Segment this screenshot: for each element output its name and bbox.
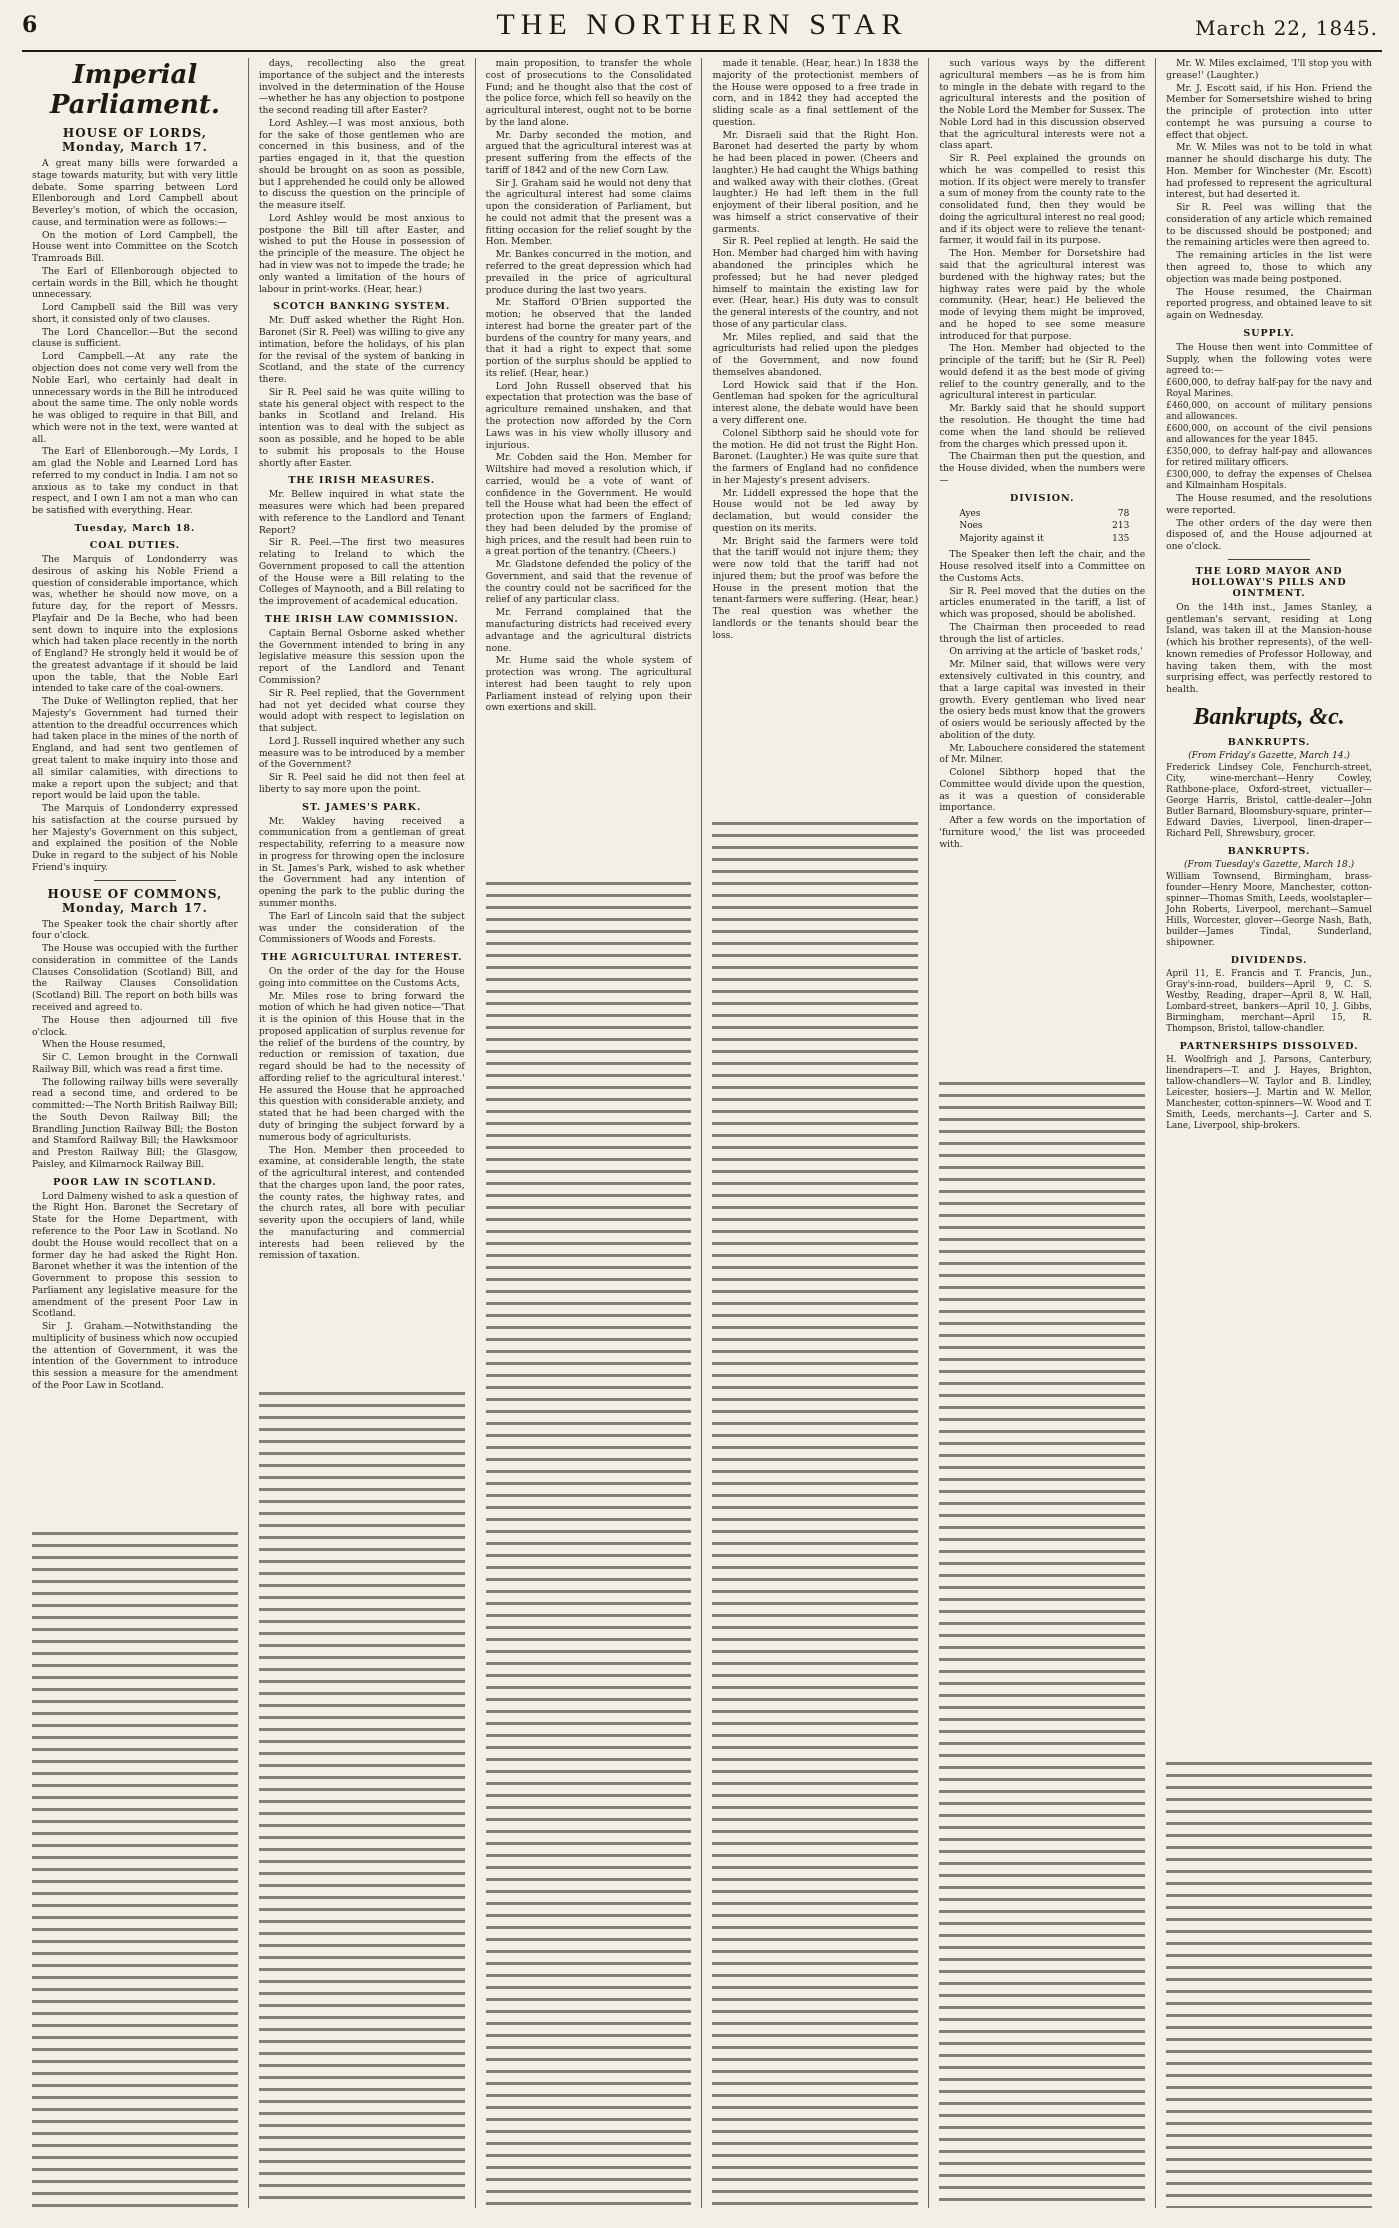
ayes-row: [959, 508, 1129, 521]
article-paragraph: Mr. Liddell expressed the hope that the House would not be led away by declamation, but would consider the question on its merits.: [712, 487, 919, 534]
house-of-commons-heading: HOUSE OF COMMONS, Monday, March 17.: [47, 886, 223, 915]
article-paragraph: The other orders of the day were then disposed of, and the House adjourned at one o'clock.: [1166, 517, 1372, 553]
article-paragraph: Sir R. Peel explained the grounds on which he was compelled to resist this motion. If its object were merely to transfer a sum of money from the county rate to the consolidated fund, then they would be doing the agricultural interest no real good; and if its object were to relieve the tenant-farmer, it would fail in its purpose.: [939, 153, 1146, 247]
bankrupts-heading: BANKRUPTS.: [1227, 736, 1311, 748]
ayes-count: 78: [1117, 508, 1130, 519]
article-paragraph: Mr. Duff asked whether the Right Hon. Baronet (Sir R. Peel) was willing to give any intimation, before the holidays, of his plan for the revisal of the system of banking in Scotland, and the state of the currency there.: [258, 315, 465, 386]
article-paragraph: Colonel Sibthorp hoped that the Committee would divide upon the question, as it was a question of considerable importance.: [939, 767, 1146, 814]
newspaper-title: THE NORTHERN STAR: [496, 8, 908, 41]
supply-vote: £460,000, on account of military pensions and allowances.: [1166, 401, 1372, 423]
article-paragraph: Sir R. Peel moved that the duties on the articles enumerated in the tariff, a list of which was proposed, should be abolished.: [939, 585, 1146, 621]
article-paragraph: Mr. Cobden said the Hon. Member for Wiltshire had moved a resolution which, if carried, would be a vote of want of confidence in the Government. He would tell the House what had been the effect of protection upon the farmers of England; they had been deluded by the promise of high prices, and the result had been ruin to a great portion of the tenantry. (Cheers.): [485, 452, 692, 558]
section-title: Imperial Parliament.: [49, 60, 220, 120]
column-2: [249, 58, 476, 2208]
article-paragraph: Captain Bernal Osborne asked whether the Government intended to bring in any legislative measure this session upon the report of the Landlord and Tenant Commission?: [258, 627, 465, 686]
article-paragraph: days, recollecting also the great importance of the subject and the interests involved in the determination of the House—whether he has any objection to postpone the second reading till after Easter?: [258, 58, 465, 117]
article-paragraph: such various ways by the different agricultural members —as he is from him to mingle in the debate with regard to the agricultural interests and the position of the Noble Lord the Member for Sussex. The Noble Lord had in this discussion observed that the agricultural interests were not a class apart.: [939, 58, 1146, 152]
article-paragraph: Sir J. Graham said he would not deny that the agricultural interest had some claims upon the consideration of Parliament, but he could not admit that the present was a fitting occasion for the relief sought by the Hon. Member.: [485, 177, 692, 248]
article-paragraph: The Marquis of Londonderry was desirous of asking his Noble Friend a question of considerable importance, which was, whether he should now move, on a future day, for the report of Messrs. Playfair and De la Beche, who had been sent down to inquire into the explosions which had taken place recently in the north of England? He strongly held it would be of the greatest advantage if it should be laid upon the table, that the Noble Earl intended to take care of the coal-owners.: [32, 553, 238, 695]
majority-row: [959, 533, 1129, 546]
illegible-text-block: [712, 818, 918, 2208]
agricultural-heading: THE AGRICULTURAL INTEREST.: [261, 952, 463, 964]
article-paragraph: Sir J. Graham.—Notwithstanding the multiplicity of business which now occupied the attention of Government, it was the intention of the Government to introduce this session a measure for the amendment of the Poor Law in Scotland.: [32, 1321, 238, 1391]
article-paragraph: The Earl of Ellenborough objected to certain words in the Bill, which he thought unnecessary.: [32, 265, 238, 301]
article-paragraph: The House then went into Committee of Supply, when the following votes were agreed to:—: [1166, 341, 1372, 377]
article-paragraph: Lord J. Russell inquired whether any such measure was to be introduced by a member of the Government?: [258, 735, 465, 771]
poor-law-heading: POOR LAW IN SCOTLAND.: [53, 1176, 217, 1188]
noes-count: 213: [1112, 521, 1130, 532]
article-paragraph: Colonel Sibthorp said he should vote for the motion. He did not trust the Right Hon. Baronet. (Laughter.) He was quite sure that the farmers of England had no confidence in her Majesty's present advisers.: [712, 427, 919, 486]
supply-vote: £350,000, to defray half-pay and allowances for retired military officers.: [1166, 447, 1372, 469]
article-paragraph: Mr. Bellew inquired in what state the measures were which had been prepared with reference to the Landlord and Tenant Report?: [258, 489, 465, 536]
dividends-list: April 11, E. Francis and T. Francis, Jun., Gray's-inn-road, builders—April 9, C. S. Westby, Reading, draper—April 8, W. Hall, Lombard-street, bankers—April 10, J. Gibbs, Birmingham, merchant—April 15, R. Thompson, Bristol, tallow-chandler.: [1166, 968, 1372, 1034]
gazette-source: (From Tuesday's Gazette, March 18.): [1184, 859, 1355, 870]
tuesday-heading: Tuesday, March 18.: [74, 522, 196, 534]
noes-row: [959, 520, 1129, 533]
article-paragraph: Mr. Stafford O'Brien supported the motion; he observed that the landed interest had borne the greater part of the burdens of the country for many years, and that it had a right to expect that some portion of the surplus should be applied to its relief. (Hear, hear.): [485, 297, 692, 379]
columns: [22, 58, 1382, 2208]
article-paragraph: Mr. Milner said, that willows were very extensively cultivated in this country, and that a large capital was invested in their growth. Every gentleman who lived near the osiery beds must know that the growers of osiers would be seriously affected by the abolition of the duty.: [939, 659, 1146, 741]
supply-vote: £600,000, on account of the civil pensions and allowances for the year 1845.: [1166, 424, 1372, 446]
article-paragraph: Mr. Bright said the farmers were told that the tariff would not injure them; they were now told that the tariff had not injured them; but the proof was before the House in the present motion that the tenant-farmers were suffering. (Hear, hear.) The real question was whether the landlords or the tenants should bear the loss.: [712, 535, 919, 641]
article-paragraph: Mr. Disraeli said that the Right Hon. Baronet had deserted the party by whom he had been placed in power. (Cheers and laughter.) He had caught the Whigs bathing and walked away with their clothes. (Great laughter.) He had left them in the full enjoyment of their liberal position, and he was himself a strict conservative of their garments.: [712, 129, 919, 235]
issue-date: March 22, 1845.: [1195, 16, 1378, 40]
article-paragraph: The Hon. Member for Dorsetshire had said that the agricultural interest was burdened with the highway rates; but the highway rates were paid by the whole community. (Hear, hear.) He believed the mode of levying them might be improved, and he hoped to see some measure introduced for that purpose.: [939, 248, 1146, 342]
advertisement-heading: THE LORD MAYOR AND HOLLOWAY'S PILLS AND OINTMENT.: [1191, 565, 1347, 599]
irish-measures-heading: THE IRISH MEASURES.: [288, 475, 436, 487]
illegible-text-block: [939, 1078, 1145, 2208]
partnerships-heading: PARTNERSHIPS DISSOLVED.: [1179, 1040, 1359, 1052]
illegible-text-block: [32, 1528, 238, 2208]
noes-label: Noes: [959, 521, 983, 532]
article-paragraph: The House resumed, and the resolutions were reported.: [1166, 492, 1372, 516]
article-paragraph: The Earl of Ellenborough.—My Lords, I am glad the Noble and Learned Lord has referred to my conduct in India. I am not so anxious as to take my conduct in that respect, and I own I am not a man who can be satisfied with everything. Hear.: [32, 446, 238, 517]
article-paragraph: The Earl of Lincoln said that the subject was under the consideration of the Commissioners of Woods and Forests.: [258, 910, 465, 946]
ayes-label: Ayes: [959, 508, 981, 519]
majority-label: Majority against it: [959, 533, 1044, 544]
article-paragraph: Sir R. Peel replied, that the Government had not yet decided what course they would adopt with respect to legislation on that subject.: [258, 687, 465, 735]
article-paragraph: Mr. Bankes concurred in the motion, and referred to the great depression which had prevailed in the price of agricultural produce during the last two years.: [485, 249, 692, 296]
partnerships-list: H. Woolfrigh and J. Parsons, Canterbury, linendrapers—T. and J. Hayes, Brighton, tallow-chandlers—W. Taylor and B. Lindley, Leicester, hosiers—J. Martin and W. Mellor, Manchester, cotton-spinners—W. Wood and T. Smith, Leeds, merchants—J. Carter and S. Lane, Liverpool, ship-brokers.: [1166, 1054, 1372, 1131]
bankrupts-list: Frederick Lindsey Cole, Fenchurch-street, City, wine-merchant—Henry Cowley, Rathbone-place, Oxford-street, victualler—George Harris, Bristol, cattle-dealer—John Butler Barnard, Bloomsbury-square, printer—Edward Davies, Liverpool, linen-draper—Richard Pell, Shrewsbury, grocer.: [1166, 762, 1372, 839]
article-paragraph: Mr. Miles rose to bring forward the motion of which he had given notice—'That it is the opinion of this House that in the proposed application of surplus revenue for the relief of the burdens of the country, by reduction or remission of taxation, due regard should be had to the necessity of affording relief to the agricultural interest.' He assured the House that he approached this question with considerable anxiety, and stated that he had been charged with the duty of bringing the subject forward by a numerous body of agriculturists.: [258, 990, 465, 1143]
illegible-text-block: [1166, 1758, 1372, 2208]
article-paragraph: main proposition, to transfer the whole cost of prosecutions to the Consolidated Fund; and he thought also that the cost of the police force, which fell so heavily on the agricultural interest, ought not to be borne by the land alone.: [485, 58, 692, 128]
column-4: [702, 58, 929, 2208]
bankrupts-heading: BANKRUPTS.: [1227, 845, 1311, 857]
article-paragraph: The Chairman then proceeded to read through the list of articles.: [939, 621, 1146, 645]
illegible-text-block: [259, 1388, 465, 2208]
column-3: [476, 58, 703, 2208]
article-paragraph: Mr. W. Miles was not to be told in what manner he should discharge his duty. The Hon. Member for Winchester (Mr. Escott) had professed to represent the agricultural interest, but had deserted it.: [1166, 142, 1372, 201]
gazette-source: (From Friday's Gazette, March 14.): [1188, 750, 1350, 761]
article-paragraph: The House was occupied with the further consideration in committee of the Lands Clauses Consolidation (Scotland) Bill, and the Railway Clauses Consolidation (Scotland) Bill. The report on both bills was received and agreed to.: [32, 943, 238, 1013]
majority-count: 135: [1112, 533, 1130, 544]
article-paragraph: The Hon. Member had objected to the principle of the tariff; but he (Sir R. Peel) would defend it as the best mode of giving relief to the country generally, and to the agricultural interest in particular.: [939, 343, 1146, 402]
divider: [1228, 559, 1310, 560]
newspaper-page: [22, 6, 1382, 2216]
article-paragraph: Sir R. Peel said he was quite willing to state his general object with respect to the banks in Scotland and Ireland. His intention was to deal with the subject as soon as possible, and he hoped to be able to submit his proposals to the House shortly after Easter.: [258, 386, 465, 469]
article-paragraph: The Speaker took the chair shortly after four o'clock.: [32, 918, 238, 942]
irish-law-heading: THE IRISH LAW COMMISSION.: [264, 613, 459, 625]
article-paragraph: Lord Dalmeny wished to ask a question of the Right Hon. Baronet the Secretary of State for the Home Department, with reference to the Poor Law in Scotland. No doubt the House would recollect that on a former day he had asked the Right Hon. Baronet whether it was the intention of the Government to propose this session to Parliament any legislative measure for the amendment of the present Poor Law in Scotland.: [32, 1190, 238, 1320]
article-paragraph: Lord Campbell.—At any rate the objection does not come very well from the Noble Earl, who certainly had dealt in unnecessary words in the Bill he introduced about the same time. The only noble words he was obliged to require in that Bill, and which were not in the text, were wanted at all.: [32, 351, 238, 445]
article-paragraph: Sir R. Peel was willing that the consideration of any article which remained to be discussed should be postponed; and the remaining articles were then agreed to.: [1166, 202, 1372, 249]
division-heading: DIVISION.: [1009, 492, 1075, 504]
article-paragraph: When the House resumed,: [42, 1039, 166, 1051]
division-table: [959, 508, 1145, 546]
article-paragraph: Mr. Hume said the whole system of protection was wrong. The agricultural interest had been taught to rely upon Parliament instead of relying upon their own exertions and skill.: [485, 655, 692, 714]
article-paragraph: Sir R. Peel said he did not then feel at liberty to say more upon the point.: [258, 772, 465, 795]
article-paragraph: The Chairman then put the question, and the House divided, when the numbers were—: [939, 451, 1146, 486]
article-paragraph: Mr. Labouchere considered the statement of Mr. Milner.: [939, 742, 1146, 766]
article-paragraph: Mr. Ferrand complained that the manufacturing districts had received every advantage and the agricultural districts none.: [485, 607, 692, 654]
article-paragraph: Lord Ashley.—I was most anxious, both for the sake of those gentlemen who are concerned in this business, and of the parties engaged in it, that the question should be brought on as soon as possible, but I apprehended he could only be allowed to discuss the question on the principle of the measure itself.: [258, 117, 465, 212]
park-heading: ST. JAMES'S PARK.: [302, 801, 422, 813]
article-paragraph: Sir R. Peel.—The first two measures relating to Ireland to which the Government proposed to call the attention of the House were a Bill relating to the Colleges of Maynooth, and a Bill relating to the improvement of academical education.: [258, 537, 465, 608]
article-paragraph: On the order of the day for the House going into committee on the Customs Acts,: [258, 966, 465, 989]
article-paragraph: Mr. Barkly said that he should support the resolution. He thought the time had come when the land should be relieved from the charges which pressed upon it.: [939, 403, 1146, 450]
article-paragraph: The House then adjourned till five o'clock.: [32, 1014, 238, 1038]
article-paragraph: On the motion of Lord Campbell, the House went into Committee on the Scotch Tramroads Bill.: [32, 229, 238, 265]
page-number: 6: [22, 12, 38, 38]
house-of-lords-heading: HOUSE OF LORDS, Monday, March 17.: [62, 126, 208, 154]
bankrupts-list: William Townsend, Birmingham, brass-founder—Henry Moore, Manchester, cotton-spinner—Thomas Smith, Leeds, woolstapler—John Roberts, Liverpool, merchant—Samuel Hills, Worcester, glover—George Nash, Bath, builder—James Tindal, Sunderland, shipowner.: [1166, 871, 1372, 948]
supply-vote: £600,000, to defray half-pay for the navy and Royal Marines.: [1166, 378, 1372, 400]
column-1: [22, 58, 249, 2208]
article-paragraph: Sir R. Peel replied at length. He said the Hon. Member had charged him with having abandoned the principles which he professed; but he had never pledged himself to maintain the existing law for ever. (Hear, hear.) His duty was to consult the general interests of the country, and not those of any particular class.: [712, 236, 919, 330]
divider: [94, 880, 176, 881]
article-paragraph: Mr. Gladstone defended the policy of the Government, and said that the revenue of the country could not be sacrificed for the relief of any particular class.: [485, 559, 692, 606]
article-paragraph: A great many bills were forwarded a stage towards maturity, but with very little debate. Some sparring between Lord Ellenborough and Lord Campbell about Beverley's motion, of which the occasion, cause, and termination were as follows:—: [32, 158, 238, 228]
column-6: [1156, 58, 1382, 2208]
article-paragraph: The Lord Chancellor.—But the second clause is sufficient.: [32, 326, 238, 350]
dividends-heading: DIVIDENDS.: [1230, 954, 1308, 966]
supply-vote: £300,000, to defray the expenses of Chelsea and Kilmainham Hospitals.: [1166, 470, 1372, 491]
article-paragraph: The Marquis of Londonderry expressed his satisfaction at the course pursued by her Majesty's Government on this subject, and explained the position of the Noble Duke in regard to the subject of his Noble Friend's inquiry.: [32, 803, 238, 873]
article-paragraph: The remaining articles in the list were then agreed to, those to which any objection was made being postponed.: [1166, 250, 1372, 285]
coal-duties-heading: COAL DUTIES.: [89, 539, 181, 551]
article-paragraph: made it tenable. (Hear, hear.) In 1838 the majority of the protectionist members of the House were opposed to a free trade in corn, and in 1842 they had accepted the sliding scale as a final settlement of the question.: [712, 58, 919, 128]
article-paragraph: Mr. Miles replied, and said that the agriculturists had relied upon the pledges of the Government, and now found themselves abandoned.: [712, 331, 919, 378]
article-paragraph: On arriving at the article of 'basket rods,': [949, 646, 1143, 658]
article-paragraph: Lord Howick said that if the Hon. Gentleman had spoken for the agricultural interest alone, the debate would have been a very different one.: [712, 379, 919, 426]
article-paragraph: Lord Campbell said the Bill was very short, it consisted only of two clauses.: [32, 302, 238, 325]
bankrupts-title: Bankrupts, &c.: [1193, 703, 1345, 730]
article-paragraph: Mr. W. Miles exclaimed, 'I'll stop you with grease!' (Laughter.): [1166, 58, 1372, 81]
column-5: [929, 58, 1156, 2208]
illegible-text-block: [486, 878, 692, 2208]
article-paragraph: After a few words on the importation of 'furniture wood,' the list was proceeded with.: [939, 815, 1146, 850]
article-paragraph: Mr. Darby seconded the motion, and argued that the agricultural interest was at present suffering from the effects of the tariff of 1842 and of the new Corn Law.: [485, 129, 692, 176]
advertisement-text: On the 14th inst., James Stanley, a gentleman's servant, residing at Long Island, was taken ill at the Mansion-house (which his brother represents), of the well-known remedies of Professor Holloway, and having taken them, with the most surprising effect, was perfectly restored to health.: [1166, 601, 1372, 696]
article-paragraph: The Duke of Wellington replied, that her Majesty's Government had turned their attention to the dreadful occurrences which had taken place in the mines of the north of England, and had sent two gentlemen of great talent to make inquiry into those and all similar calamities, with directions to make a report upon the subject; and that report would be laid upon the table.: [32, 696, 238, 802]
article-paragraph: The Speaker then left the chair, and the House resolved itself into a Committee on the Customs Acts.: [939, 549, 1146, 584]
masthead: [22, 6, 1382, 52]
article-paragraph: The following railway bills were severally read a second time, and ordered to be committed:—The North British Railway Bill; the South Devon Railway Bill; the Brandling Junction Railway Bill; the Boston and Stamford Railway Bill; the Hawksmoor and Preston Railway Bill; the Glasgow, Paisley, and Kilmarnock Railway Bill.: [32, 1076, 238, 1170]
article-paragraph: Mr. Wakley having received a communication from a gentleman of great respectability, referring to a measure now in progress for throwing open the inclosure in St. James's Park, wished to ask whether the Government had any intention of opening the park to the public during the summer months.: [258, 815, 465, 909]
article-paragraph: The House resumed, the Chairman reported progress, and obtained leave to sit again on Wednesday.: [1166, 286, 1372, 322]
article-paragraph: Mr. J. Escott said, if his Hon. Friend the Member for Somersetshire wished to bring the principle of protection into utter contempt he was pursuing a course to effect that object.: [1166, 82, 1372, 141]
article-paragraph: Sir C. Lemon brought in the Cornwall Railway Bill, which was read a first time.: [32, 1052, 238, 1075]
supply-heading: SUPPLY.: [1243, 327, 1295, 339]
article-paragraph: The Hon. Member then proceeded to examine, at considerable length, the state of the agricultural interest, and contended that the charges upon land, the poor rates, the county rates, the highway rates, and the church rates, all bore with peculiar severity upon the occupiers of land, while the manufacturing and commercial interests had been relieved by the remission of taxation.: [258, 1144, 465, 1262]
article-paragraph: Lord John Russell observed that his expectation that protection was the base of agriculture remained unshaken, and that the protection now afforded by the Corn Laws was in his view wholly illusory and injurious.: [485, 380, 692, 451]
banking-heading: SCOTCH BANKING SYSTEM.: [273, 301, 451, 313]
article-paragraph: Lord Ashley would be most anxious to postpone the Bill till after Easter, and wished to put the House in possession of the principle of the measure. The object he had in view was not to impede the trade; he only wanted a limitation of the hours of labour in print-works. (Hear, hear.): [258, 212, 465, 295]
